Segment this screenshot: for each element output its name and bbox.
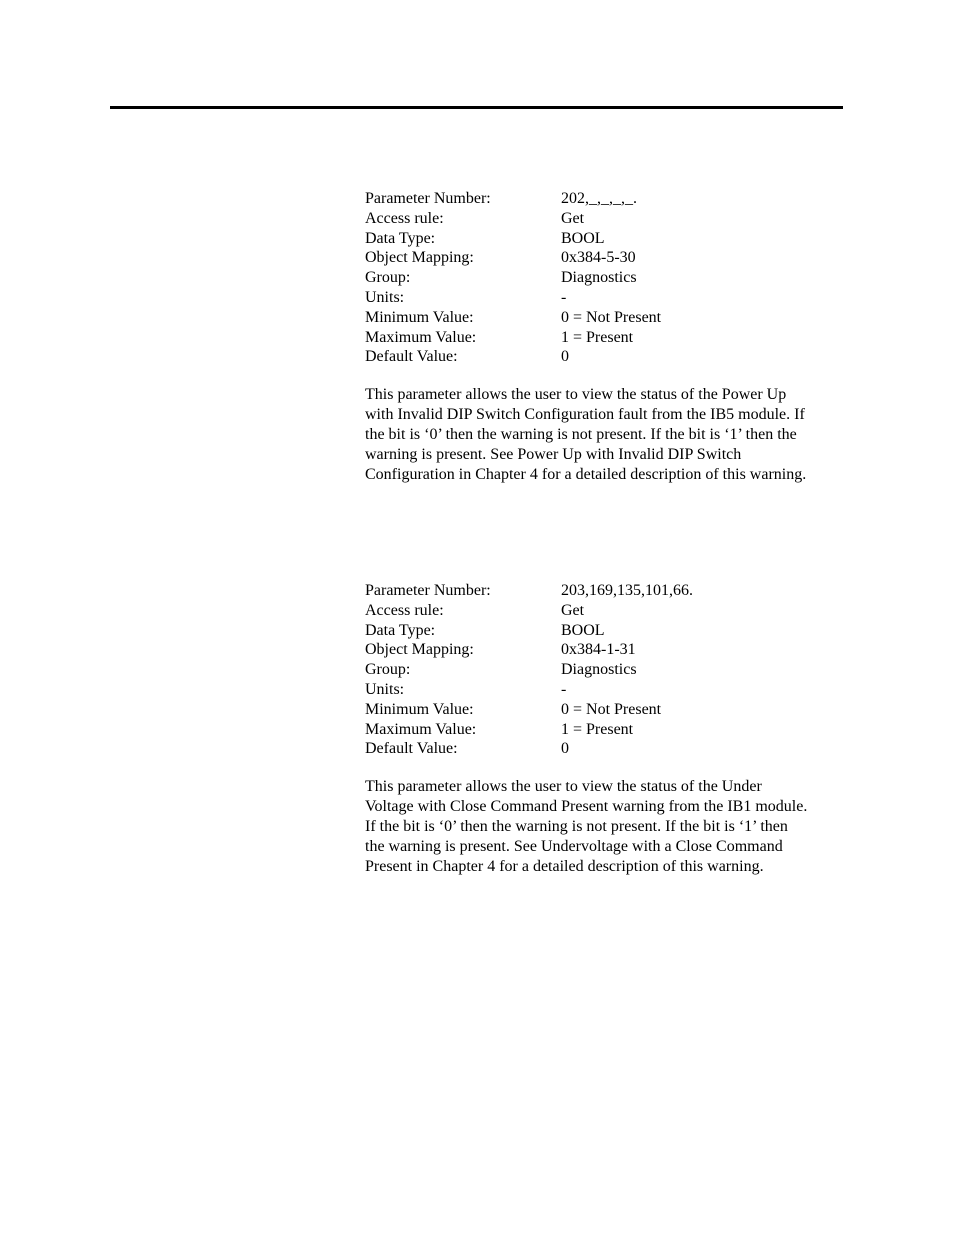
- row-label: Access rule:: [365, 209, 444, 227]
- param-row-access: [365, 601, 845, 621]
- row-label: Default Value:: [365, 348, 458, 366]
- row-value: 0 = Not Present: [561, 308, 662, 326]
- row-label: Parameter Number:: [365, 190, 491, 207]
- description-line: Present in Chapter 4 for a detailed description of this warning.: [365, 857, 764, 875]
- row-value: BOOL: [561, 229, 605, 247]
- parameter-description: [365, 777, 845, 877]
- row-value: 1 = Present: [561, 720, 634, 738]
- parameter-block-203: [365, 581, 845, 877]
- parameter-description: [365, 385, 845, 485]
- description-line: This parameter allows the user to view the status of the Under: [365, 778, 762, 796]
- parameter-block-202: [365, 189, 845, 485]
- row-label: Group:: [365, 661, 411, 679]
- description-line: This parameter allows the user to view the status of the Power Up: [365, 386, 787, 404]
- row-label: Units:: [365, 288, 405, 306]
- row-value: 1 = Present: [561, 328, 634, 346]
- param-row-units: [365, 288, 845, 308]
- param-row-max: [365, 720, 845, 740]
- description-line: the bit is ‘0’ then the warning is not present. If the bit is ‘1’ then the: [365, 425, 797, 443]
- description-line: Voltage with Close Command Present warning from the IB1 module.: [365, 798, 808, 816]
- param-row-number: [365, 189, 845, 209]
- row-label: Data Type:: [365, 621, 436, 639]
- description-line: the warning is present. See Undervoltage with a Close Command: [365, 837, 783, 855]
- row-label: Maximum Value:: [365, 328, 477, 346]
- row-label: Access rule:: [365, 601, 444, 619]
- row-label: Default Value:: [365, 740, 458, 758]
- param-row-default: [365, 347, 845, 367]
- row-value: Diagnostics: [561, 661, 637, 679]
- row-value: 203,169,135,101,66.: [561, 582, 693, 599]
- row-value: 0x384-5-30: [561, 249, 636, 267]
- row-value: 0: [561, 348, 569, 366]
- row-label: Minimum Value:: [365, 308, 474, 326]
- row-label: Data Type:: [365, 229, 436, 247]
- description-line: Configuration in Chapter 4 for a detailed description of this warning.: [365, 465, 807, 483]
- param-row-min: [365, 308, 845, 328]
- param-row-mapping: [365, 640, 845, 660]
- row-label: Units:: [365, 680, 405, 698]
- row-value: -: [561, 288, 567, 306]
- row-value: BOOL: [561, 621, 605, 639]
- param-row-number: [365, 581, 845, 601]
- row-label: Group:: [365, 269, 411, 287]
- param-row-default: [365, 739, 845, 759]
- row-label: Object Mapping:: [365, 249, 474, 267]
- row-value: Get: [561, 209, 585, 227]
- param-row-datatype: [365, 621, 845, 641]
- param-row-access: [365, 209, 845, 229]
- param-row-mapping: [365, 248, 845, 268]
- param-row-group: [365, 268, 845, 288]
- param-row-datatype: [365, 229, 845, 249]
- description-line: If the bit is ‘0’ then the warning is not present. If the bit is ‘1’ then: [365, 817, 788, 835]
- param-row-group: [365, 660, 845, 680]
- row-label: Maximum Value:: [365, 720, 477, 738]
- row-label: Object Mapping:: [365, 641, 474, 659]
- row-value: 0 = Not Present: [561, 700, 662, 718]
- description-line: with Invalid DIP Switch Configuration fault from the IB5 module. If: [365, 406, 805, 424]
- param-row-units: [365, 680, 845, 700]
- row-value: 202,_,_,_,_.: [561, 190, 637, 207]
- row-value: 0: [561, 740, 569, 758]
- row-label: Parameter Number:: [365, 582, 491, 599]
- row-label: Minimum Value:: [365, 700, 474, 718]
- description-line: warning is present. See Power Up with Invalid DIP Switch: [365, 445, 742, 463]
- row-value: 0x384-1-31: [561, 641, 636, 659]
- row-value: -: [561, 680, 567, 698]
- header-rule: [110, 106, 843, 109]
- param-row-max: [365, 328, 845, 348]
- param-row-min: [365, 700, 845, 720]
- row-value: Get: [561, 601, 585, 619]
- row-value: Diagnostics: [561, 269, 637, 287]
